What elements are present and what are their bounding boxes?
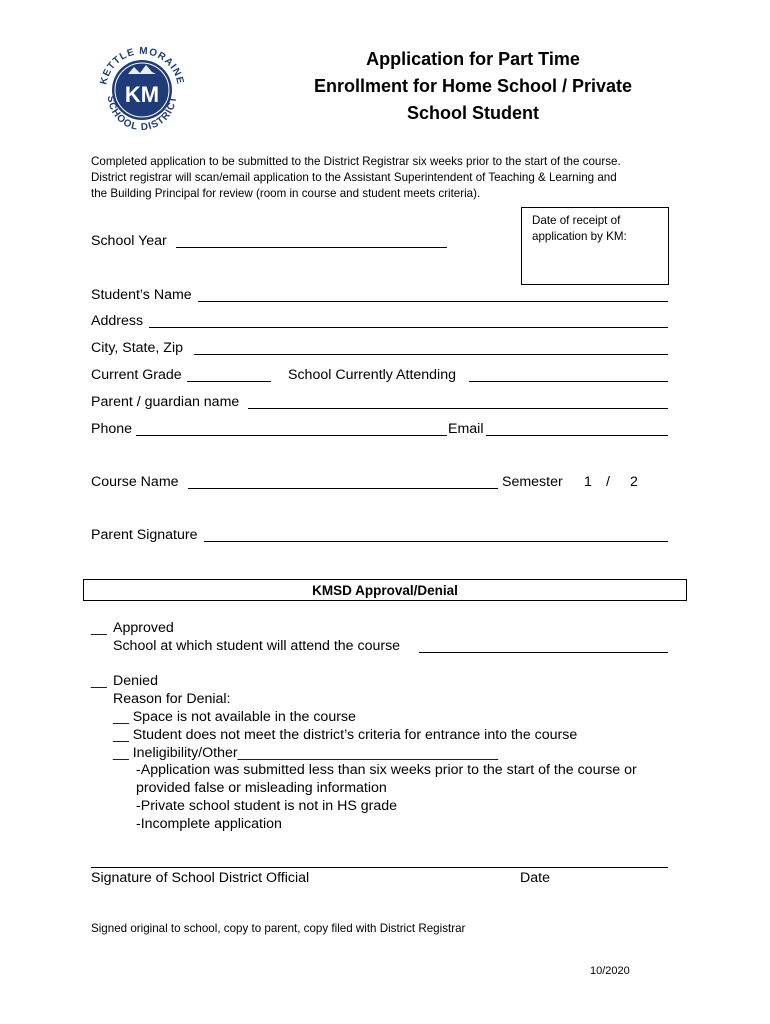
receipt-label-1: Date of receipt of <box>532 214 621 227</box>
school-attending-field[interactable] <box>469 381 668 382</box>
sub-reason-incomplete: -Incomplete application <box>136 816 282 832</box>
intro-line-1: Completed application to be submitted to the District Registrar six weeks prior to the start of the course. <box>91 155 621 168</box>
current-grade-label: Current Grade <box>91 367 182 383</box>
school-attending-label: School Currently Attending <box>288 367 456 383</box>
parent-signature-label: Parent Signature <box>91 527 198 543</box>
title-line-1: Application for Part Time <box>366 49 580 69</box>
current-grade-field[interactable] <box>187 381 271 382</box>
approved-label: Approved <box>113 620 174 636</box>
city-state-zip-field[interactable] <box>194 354 668 355</box>
school-attend-course-field[interactable] <box>419 652 668 653</box>
address-label: Address <box>91 313 144 329</box>
city-state-zip-label: City, State, Zip <box>91 340 183 356</box>
parent-guardian-field[interactable] <box>248 408 668 409</box>
phone-field[interactable] <box>136 435 447 436</box>
district-logo <box>92 40 192 140</box>
school-attend-course-label: School at which student will attend the course <box>113 638 401 654</box>
intro-line-2: District registrar will scan/email application to the Assistant Superintendent of Teaching & Learning and <box>91 171 617 184</box>
receipt-label-2: application by KM: <box>532 230 627 243</box>
semester-separator: / <box>606 474 610 490</box>
receipt-date-box[interactable] <box>521 207 669 285</box>
sub-reason-late-1: -Application was submitted less than six weeks prior to the start of the course or <box>136 762 637 778</box>
school-year-label: School Year <box>91 233 167 249</box>
title-line-3: School Student <box>407 103 539 123</box>
school-year-field[interactable] <box>176 247 447 248</box>
email-label: Email <box>448 421 484 437</box>
course-name-field[interactable] <box>188 488 498 489</box>
sub-reason-late-2: provided false or misleading information <box>136 780 387 796</box>
sub-reason-private: -Private school student is not in HS grade <box>136 798 398 814</box>
logo-initials: KM <box>124 82 160 107</box>
title-line-2: Enrollment for Home School / Private <box>313 76 633 96</box>
official-signature-label: Signature of School District Official <box>91 870 310 886</box>
course-name-label: Course Name <box>91 474 179 490</box>
denied-checkbox[interactable]: __ <box>91 673 107 689</box>
intro-line-3: the Building Principal for review (room in course and student meets criteria). <box>91 187 481 200</box>
official-signature-field[interactable] <box>91 867 668 868</box>
email-field[interactable] <box>486 435 668 436</box>
parent-signature-field[interactable] <box>204 541 668 542</box>
form-version: 10/2020 <box>590 965 630 977</box>
reason-space-option[interactable]: __ Space is not available in the course <box>113 709 356 725</box>
parent-guardian-label: Parent / guardian name <box>91 394 240 410</box>
student-name-field[interactable] <box>198 301 668 302</box>
reason-ineligibility-option[interactable]: __ Ineligibility/Other_________________________________ <box>113 745 498 761</box>
denied-label: Denied <box>113 673 158 689</box>
svg-text:SCHOOL DISTRICT: SCHOOL DISTRICT <box>104 95 180 134</box>
approval-header-text: KMSD Approval/Denial <box>312 583 458 598</box>
svg-text:KETTLE MORAINE: KETTLE MORAINE <box>98 45 186 86</box>
kettle-moraine-logo-icon <box>92 40 192 140</box>
approved-checkbox[interactable]: __ <box>91 620 107 636</box>
semester-option-2[interactable]: 2 <box>630 474 638 490</box>
form-title <box>280 46 666 127</box>
student-name-label: Student’s Name <box>91 287 192 303</box>
footer-note: Signed original to school, copy to parent, copy filed with District Registrar <box>91 922 466 935</box>
phone-label: Phone <box>91 421 133 437</box>
semester-option-1[interactable]: 1 <box>584 474 592 490</box>
reason-criteria-option[interactable]: __ Student does not meet the district’s criteria for entrance into the course <box>113 727 578 743</box>
intro-text <box>91 154 681 202</box>
reason-for-denial-label: Reason for Denial: <box>113 691 231 707</box>
official-date-label: Date <box>520 870 550 886</box>
semester-label: Semester <box>502 474 563 490</box>
approval-section-header <box>83 579 687 601</box>
address-field[interactable] <box>149 327 668 328</box>
